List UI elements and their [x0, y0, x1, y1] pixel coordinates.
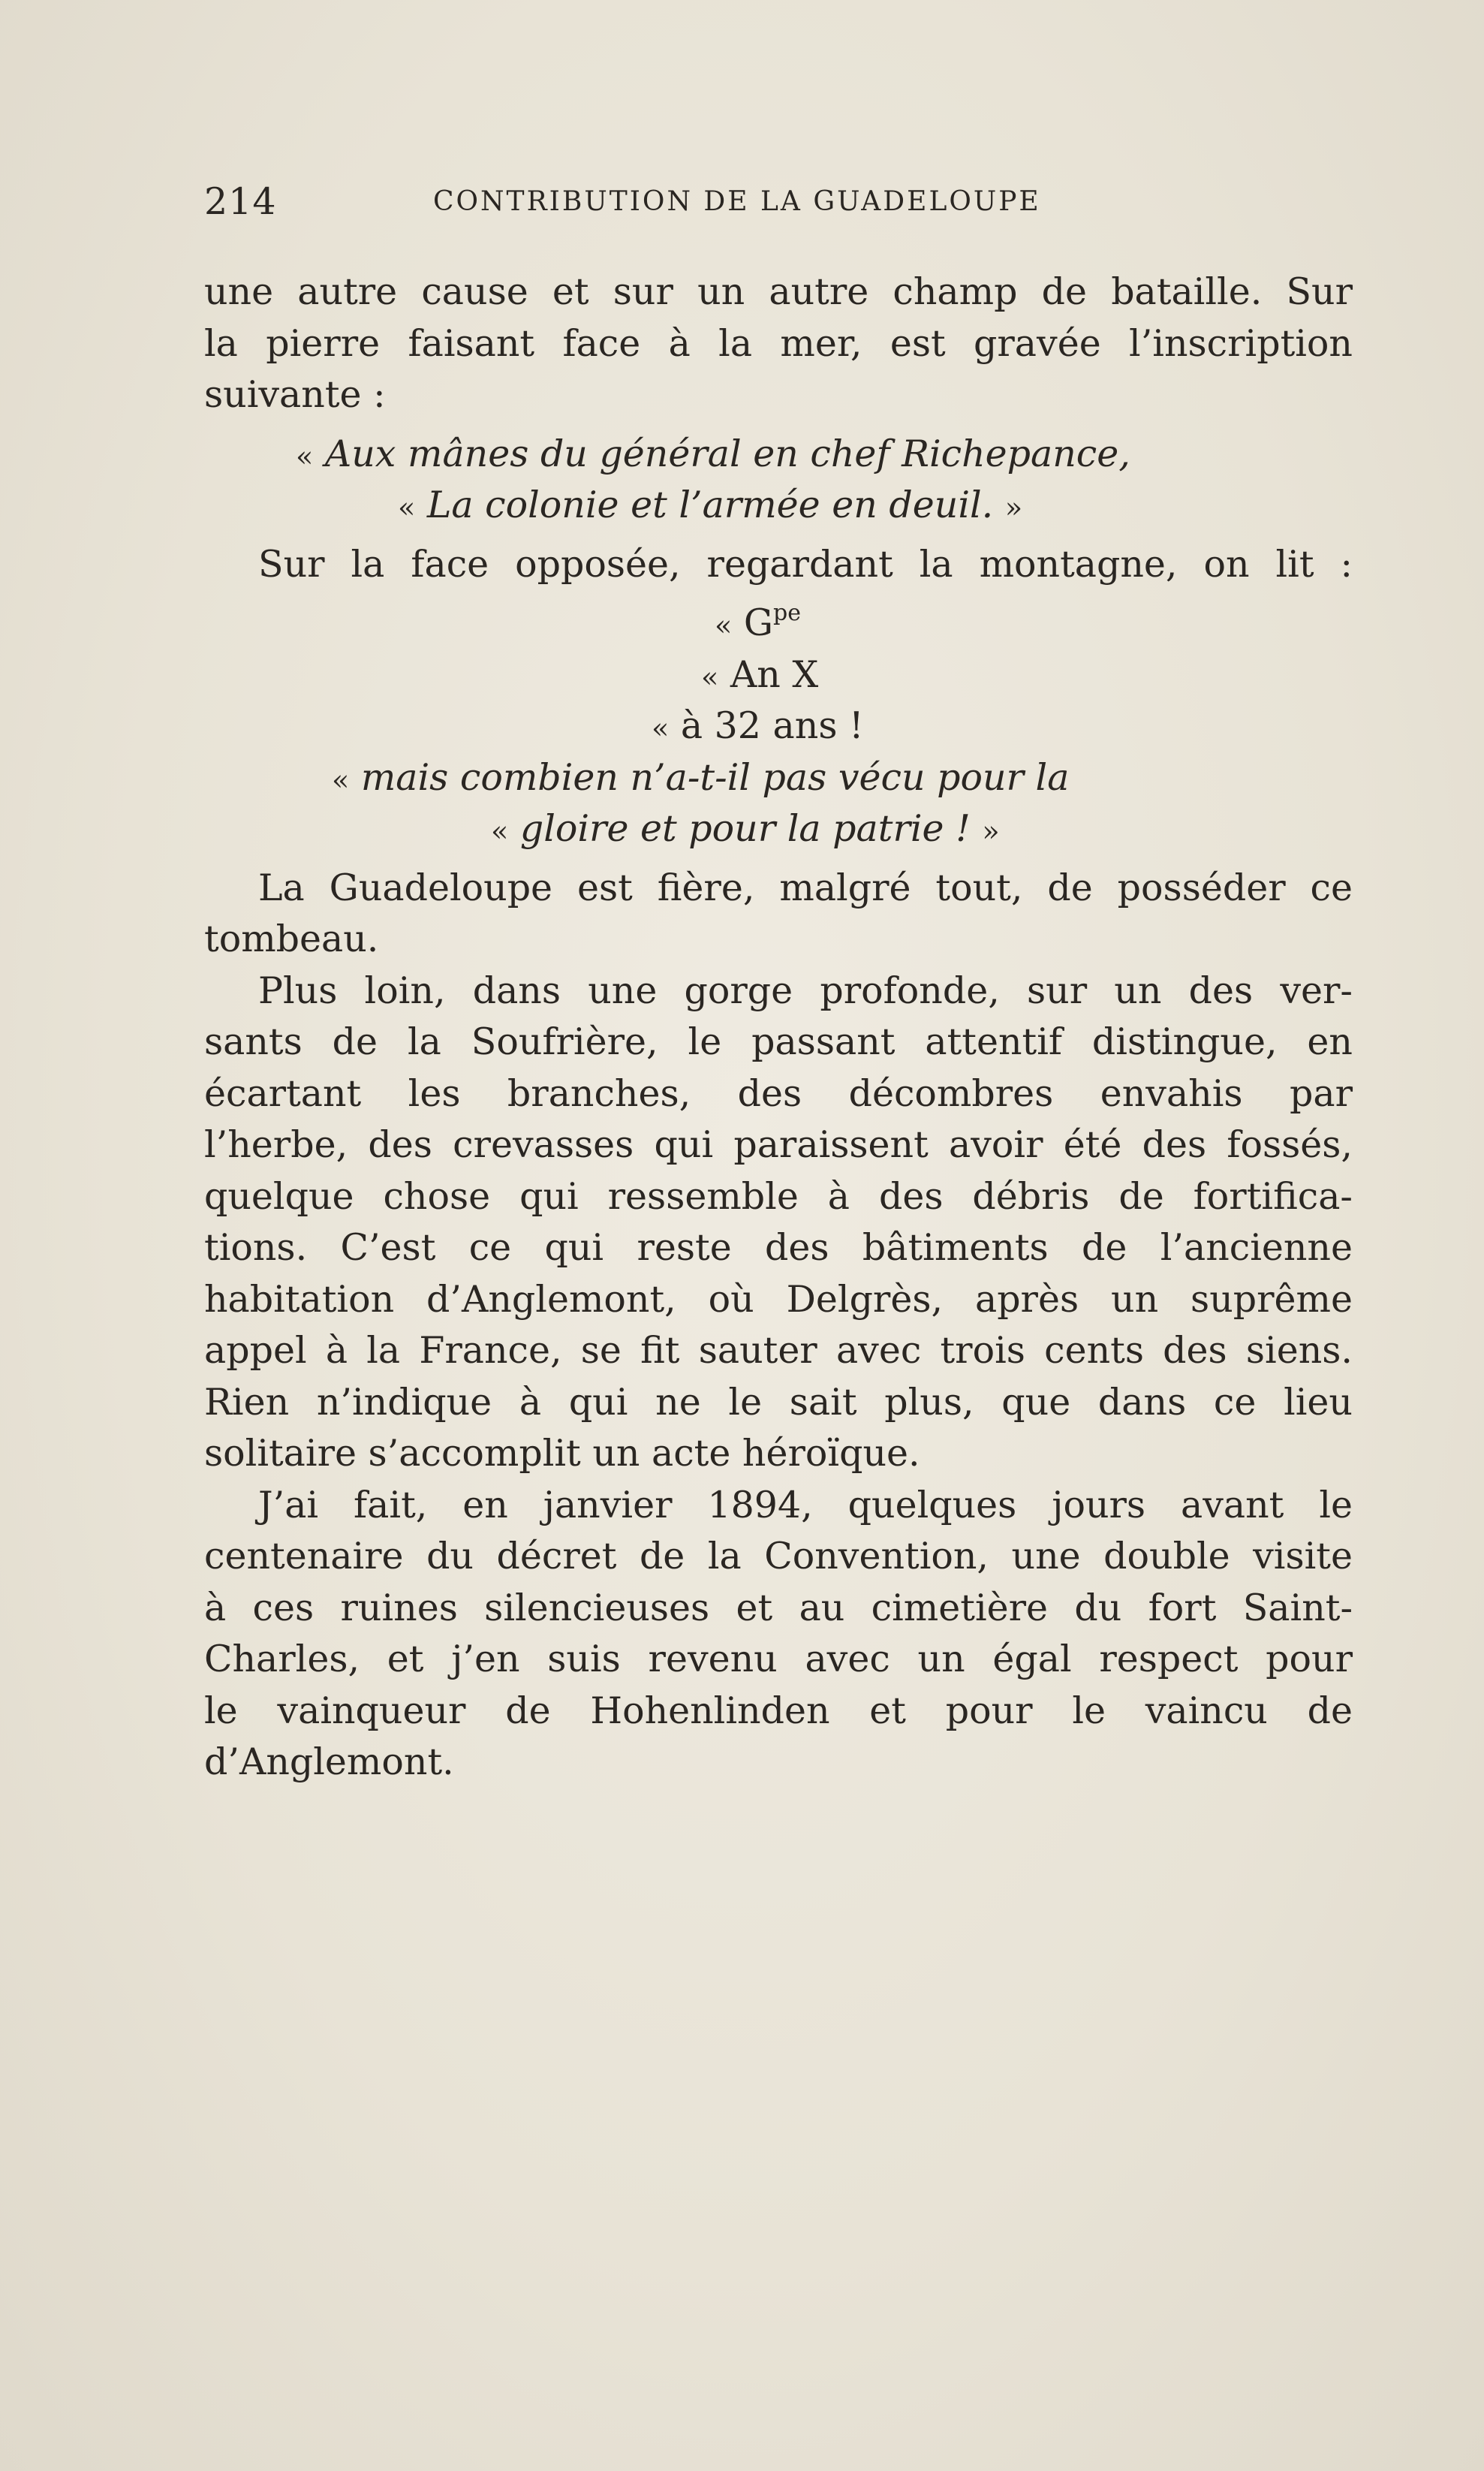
inscription-line: [204, 803, 1353, 855]
inscription-text: à 32 ans !: [680, 704, 864, 747]
text-line: quelque chose qui ressemble à des débris de fortifica-: [204, 1174, 1353, 1218]
close-quote: »: [1004, 491, 1023, 524]
superscript: pe: [772, 600, 801, 626]
text-line: l’herbe, des crevasses qui paraissent avoir été des fossés,: [204, 1123, 1353, 1166]
running-title: CONTRIBUTION DE LA GUADELOUPE: [433, 186, 1041, 217]
text-line: suivante :: [204, 373, 386, 416]
inscription-text: Aux mânes du général en chef Richepance,: [324, 432, 1130, 475]
text-line: tombeau.: [204, 918, 379, 960]
close-quote: »: [982, 815, 1000, 848]
inscription-line: [204, 429, 1353, 481]
open-quote: «: [491, 815, 509, 848]
text-line: centenaire du décret de la Convention, une double visite: [204, 1535, 1353, 1578]
text-line: d’Anglemont.: [204, 1740, 454, 1783]
text-line: écartant les branches, des décombres envahis par: [204, 1071, 1353, 1115]
text-line: appel à la France, se fit sauter avec trois cents des siens.: [204, 1329, 1353, 1372]
text-line: sants de la Soufrière, le passant attentif distingue, en: [204, 1020, 1353, 1063]
text-line: La Guadeloupe est fière, malgré tout, de posséder ce: [258, 866, 1353, 909]
text-line: habitation d’Anglemont, où Delgrès, après un suprême: [204, 1277, 1353, 1321]
text-line: le vainqueur de Hohenlinden et pour le vaincu de: [204, 1689, 1353, 1732]
inscription-line: [204, 701, 1353, 752]
open-quote: «: [652, 712, 670, 745]
inscription-text: An X: [730, 652, 819, 696]
text-line: Charles, et j’en suis revenu avec un égal respect pour: [204, 1638, 1353, 1680]
open-quote: «: [701, 660, 719, 694]
text-line: la pierre faisant face à la mer, est gravée l’inscription: [204, 321, 1353, 365]
text-line: Rien n’indique à qui ne le sait plus, que dans ce lieu: [204, 1380, 1353, 1424]
running-head: [204, 180, 1353, 225]
inscription-line: [204, 752, 1353, 804]
page-number: 214: [204, 180, 277, 223]
body-text: [204, 267, 1353, 1788]
text-line: solitaire s’accomplit un acte héroïque.: [204, 1432, 920, 1475]
inscription-text: G: [743, 601, 773, 644]
inscription-line: [204, 480, 1353, 532]
inscription-text: mais combien n’a-t-il pas vécu pour la: [360, 755, 1070, 799]
open-quote: «: [715, 609, 733, 642]
text-line: J’ai fait, en janvier 1894, quelques jours avant le: [258, 1483, 1353, 1526]
text-line: à ces ruines silencieuses et au cimetière du fort Saint-: [204, 1586, 1353, 1629]
open-quote: «: [296, 439, 314, 473]
text-line: tions. C’est ce qui reste des bâtiments de l’ancienne: [204, 1226, 1353, 1269]
inscription-line: [204, 598, 1353, 649]
inscription-line: [204, 649, 1353, 701]
text-line: Sur la face opposée, regardant la montagne, on lit :: [258, 542, 1353, 586]
open-quote: «: [398, 491, 416, 524]
open-quote: «: [332, 763, 350, 797]
text-line: Plus loin, dans une gorge profonde, sur un des ver-: [258, 969, 1353, 1012]
inscription-text: La colonie et l’armée en deuil.: [426, 484, 994, 526]
inscription-text: gloire et pour la patrie !: [519, 807, 971, 850]
text-line: une autre cause et sur un autre champ de bataille. Sur: [204, 270, 1353, 313]
